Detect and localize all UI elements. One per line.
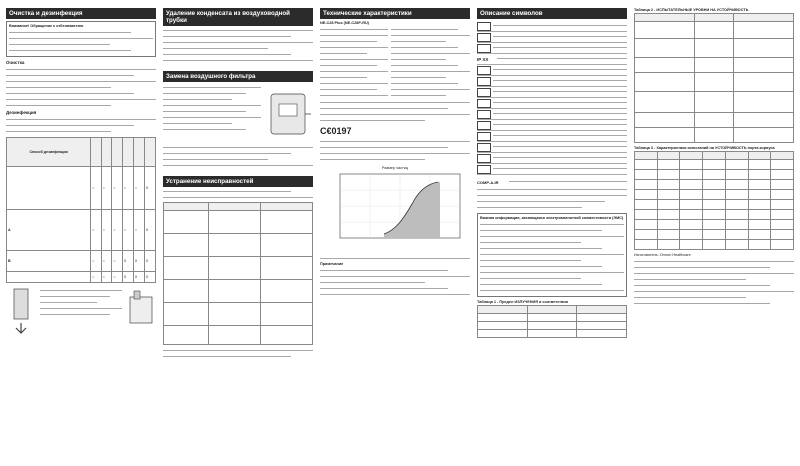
text-line [391,93,447,98]
specs-title: Технические характеристики [320,8,470,19]
particle-chart [320,170,470,250]
text-line [320,268,448,273]
text-line [163,28,313,33]
type-bf-icon [477,33,491,42]
text-line [480,264,602,269]
text-line [320,106,448,111]
condensation-column [163,8,313,458]
cleaning-title: Очистка и дезинфекция [6,8,156,19]
text-line [163,145,313,150]
text-line [391,45,459,50]
text-line [9,30,131,35]
specs-column [320,8,470,458]
class-ii-icon [477,44,491,53]
text-line [320,93,388,98]
text-line [480,252,624,257]
text-line [320,100,470,105]
text-line [320,33,388,38]
disinfection-subtitle: Дезинфекция [6,110,37,115]
text-line [634,259,794,264]
emission-table [477,305,627,338]
table2-title: Таблица 2 - ИСПЫТАТЕЛЬНЫЕ УРОВНИ НА УСТОЙЧИВОСТЬ [634,8,749,12]
text-line [320,51,367,56]
text-line [320,280,425,285]
ce-icon [477,66,491,75]
ce-mark: C€0197 [320,126,352,136]
text-line [163,127,246,132]
weee-icon [477,165,491,174]
text-line [40,294,110,299]
ac-icon [477,154,491,163]
text-line [163,151,291,156]
text-line [6,117,156,122]
symbols-title: Описание символов [477,8,627,19]
text-line [480,228,602,233]
immunity-column [634,8,794,458]
text-line [320,145,448,150]
text-line [391,27,459,32]
text-line [477,199,605,204]
text-line [163,163,313,168]
ref-icon [477,77,491,86]
text-line [480,258,581,263]
text-line [40,288,122,293]
text-line [320,118,425,123]
text-line [391,75,447,80]
text-line [320,39,377,44]
text-line [9,42,110,47]
footer-text: Изготовитель: Omron Healthcare [634,253,691,257]
text-line [320,63,377,68]
warning-text: Внимание! Обращение к отбеливателю [9,24,84,28]
temperature-icon [477,99,491,108]
disinfection-illustration [126,287,156,337]
text-line [320,45,388,50]
comp-air-label: COMP-A-IR [477,179,499,185]
step-b-label: B [7,251,91,272]
text-line [163,40,313,45]
text-line [163,115,261,120]
text-line [6,97,156,102]
immunity-table [634,13,794,143]
text-line [391,63,459,68]
cleaning-column [6,8,156,458]
model-line: NE-C28 Plus (NE-C28P-RU) [320,21,369,25]
text-line [391,33,471,38]
symbols-column [477,8,627,458]
humidity-icon [477,110,491,119]
power-off-icon [477,132,491,141]
text-line [163,91,246,96]
text-line [163,189,291,194]
note-heading: Примечание [320,262,344,266]
cleaning-illustration [6,287,36,337]
text-line [320,256,470,261]
emc-title: Важная информация, касающаяся электромагнитной совместимости (ЭМС) [480,216,624,220]
text-line [320,69,388,74]
text-line [391,87,471,92]
text-line [320,274,470,279]
text-line [634,271,794,276]
text-line [320,27,388,32]
text-line [6,73,134,78]
text-line [9,48,131,53]
text-line [320,57,388,62]
text-line [163,103,261,108]
chart-caption: Размер частиц [381,166,409,170]
text-line [163,34,291,39]
text-line [40,300,97,305]
text-line [6,123,134,128]
text-line [6,91,134,96]
text-line [480,234,624,239]
text-line [480,276,581,281]
text-line [6,67,156,72]
filter-title: Замена воздушного фильтра [163,71,313,82]
table3-title: Таблица 3 - Характеристики испытаний на УСТОЙЧИВОСТЬ порта корпуса [634,146,775,150]
manual-icon [477,22,491,31]
pressure-icon [477,121,491,130]
text-line [6,85,111,90]
text-line [320,286,448,291]
text-line [6,129,111,134]
text-line [634,265,770,270]
ip-rating-label: IP XX [477,56,489,62]
serial-icon [477,88,491,97]
text-line [163,348,313,353]
text-line [9,36,153,41]
text-line [634,277,746,282]
text-line [480,288,624,293]
text-line [391,57,447,62]
rf-immunity-table [634,151,794,250]
cleaning-subtitle: Очистка [6,60,25,65]
emc-box [477,213,627,297]
text-line [163,109,246,114]
text-line [163,121,232,126]
trouble-title: Устранение неисправностей [163,176,313,187]
text-line [6,103,111,108]
text-line [40,306,122,311]
text-line [320,75,367,80]
text-line [634,283,770,288]
text-line [480,270,624,275]
text-line [320,112,470,117]
text-line [163,195,313,200]
text-line [391,81,459,86]
text-line [320,139,470,144]
warning-box [6,21,156,57]
condensation-title: Удаление конденсата из воздуховодной трубки [163,8,313,26]
text-line [320,81,388,86]
text-line [391,51,471,56]
text-line [320,151,470,156]
text-line [163,97,232,102]
trouble-table [163,202,313,345]
power-on-icon [477,143,491,152]
text-line [320,157,425,162]
table-header: Способ дезинфекции [7,138,91,167]
text-line [6,79,156,84]
text-line [634,295,746,300]
text-line [163,85,261,90]
text-line [634,289,794,294]
text-line [480,246,602,251]
disinfection-table: Способ дезинфекции ○ ○ ○ ○ ○ X A ○ ○ ○ ○ ○ X B ○ ○ ○ X X X ○ ○ ○ X X X [6,137,156,283]
text-line [480,222,624,227]
text-line [634,301,770,306]
text-line [163,157,268,162]
step-a-label: A [7,210,91,251]
text-line [163,354,291,359]
text-line [163,46,268,51]
text-line [477,205,582,210]
table1-title: Таблица 1 - Предел ИЗЛУЧЕНИЯ и соответствия [477,300,568,304]
text-line [163,52,291,57]
filter-illustration [265,84,313,144]
text-line [480,282,602,287]
text-line [40,312,110,317]
text-line [320,87,377,92]
text-line [320,292,470,297]
text-line [477,193,627,198]
text-line [480,240,581,245]
text-line [391,39,447,44]
text-line [163,58,313,63]
text-line [391,69,471,74]
